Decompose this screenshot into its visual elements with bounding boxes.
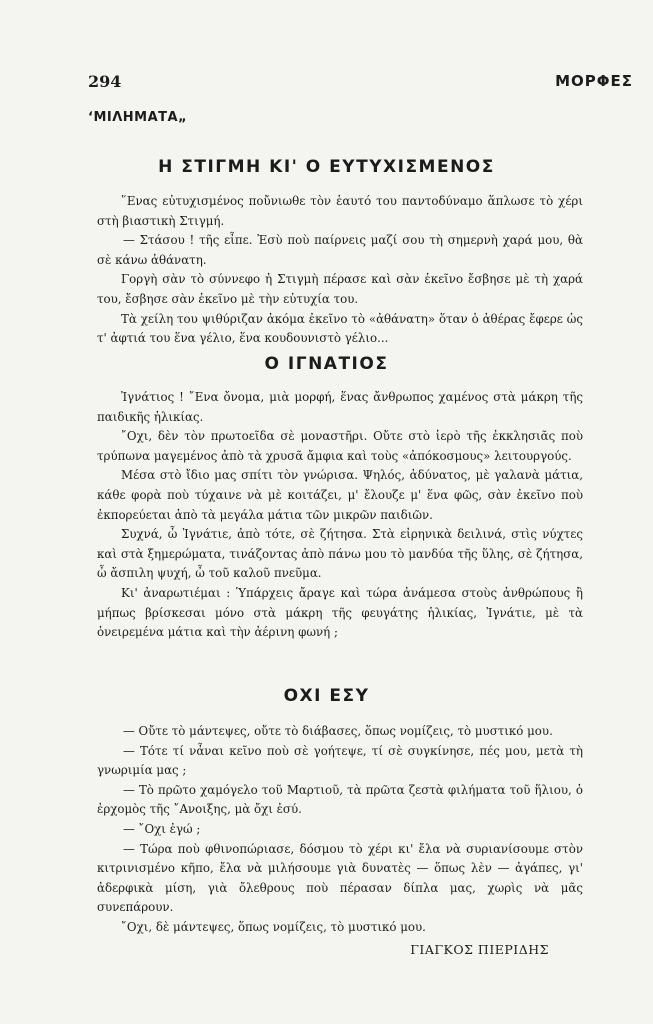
paragraph: ῎Οχι, δὲν τὸν πρωτοεῖδα σὲ μοναστῆρι. Οὔτε στὸ ἱερὸ τῆς ἐκκλησιᾶς ποὺ τρύπωνα μαγεμένος ἀπὸ τὰ χρυσᾶ ἄμφια καὶ τοὺς «ἀπόκοσμους» λειτουργούς. xyxy=(97,429,583,463)
author-signature: ΓΙΑΓΚΟΣ ΠΙΕΡΙΔΗΣ xyxy=(410,942,549,957)
paragraph: Κι' ἀναρωτιέμαι : Ὑπάρχεις ἄραγε καὶ τώρα ἀνάμεσα στοὺς ἀνθρώπους ἢ μήπως βρίσκεσαι μόνο στὰ μάκρη τῆς φευγάτης ἡλικίας, Ἰγνάτιε, μὲ τὰ ὀνειρεμένα μάτια καὶ τὴν ἀέρινη φωνή ; xyxy=(97,585,583,640)
poem-body-1 xyxy=(97,192,583,349)
page-number: 294 xyxy=(88,72,122,91)
paragraph: Γοργὴ σὰν τὸ σύννεφο ἡ Στιγμὴ πέρασε καὶ σὰν ἐκεῖνο ἔσβησε μὲ τὴ χαρά του, ἔσβησε σὰν ἐκεῖνο μὲ τὴν εὐτυχία του. xyxy=(97,272,583,306)
paragraph: — Τώρα ποὺ φθινοπώριασε, δόσμου τὸ χέρι κι' ἔλα νὰ συριανίσουμε στὸν κιτρινισμένο κῆπο, ἔλα νὰ μιλήσουμε γιὰ δυνατὲς — ὅπως λὲν — ἀγάπες, γι' ἀδερφικὰ μίση, γιὰ ὄλεθρους ποὺ πέρασαν δίπλα μας, χωρὶς νὰ μᾶς συνεπάρουν. xyxy=(97,841,583,915)
poem-title-2: Ο ΙΓΝΑΤΙΟΣ xyxy=(264,354,389,374)
paragraph: Τὰ χείλη του ψιθύριζαν ἀκόμα ἐκεῖνο τὸ «ἀθάνατη» ὅταν ὁ ἀθέρας ἔφερε ὡς τ' ἀφτιά του ἕνα γέλιο, ἕνα κουδουνιστὸ γέλιο... xyxy=(97,311,583,346)
running-title: ΜΟΡΦΕΣ xyxy=(555,72,633,90)
section-label: ʻΜΙΛΗΜΑΤΑ„ xyxy=(88,110,188,125)
paragraph: — ῎Οχι ἐγώ ; xyxy=(123,821,201,836)
poem-body-3 xyxy=(97,722,583,938)
poem-title-1: Η ΣΤΙΓΜΗ ΚΙ' Ο ΕΥΤΥΧΙΣΜΕΝΟΣ xyxy=(158,157,495,177)
poem-body-2 xyxy=(97,388,583,643)
paragraph: — Τότε τί νἆναι κεῖνο ποὺ σὲ γοήτεψε, τί σὲ συγκίνησε, πές μου, μετὰ τὴ γνωριμία μας ; xyxy=(97,743,583,778)
paragraph: ῎Οχι, δὲ μάντεψες, ὅπως νομίζεις, τὸ μυστικό μου. xyxy=(121,919,426,934)
paragraph: Μέσα στὸ ἴδιο μας σπίτι τὸν γνώρισα. Ψηλός, ἀδύνατος, μὲ γαλανὰ μάτια, κάθε φορὰ ποὺ τύχαινε νὰ μὲ κοιτάζει, μ' ἔλουζε μ' ἕνα φῶς, σὰν ἐκεῖνο ποὺ ἐκπορεύεται ἀπὸ τὰ μεγάλα μάτια τῶν μικρῶν παιδιῶν. xyxy=(97,468,583,522)
paragraph: — Οὔτε τὸ μάντεψες, οὔτε τὸ διάβασες, ὅπως νομίζεις, τὸ μυστικό μου. xyxy=(123,724,553,738)
paragraph: Ἰγνάτιος ! ῎Ενα ὄνομα, μιὰ μορφή, ἕνας ἄνθρωπος χαμένος στὰ μάκρη τῆς παιδικῆς ἡλικίας. xyxy=(97,390,583,424)
paragraph: ῞Ενας εὐτυχισμένος ποὔνιωθε τὸν ἑαυτό του παντοδύναμο ἅπλωσε τὸ χέρι στὴ βιαστικὴ Στιγμή. xyxy=(97,194,583,228)
paragraph: Συχνά, ὦ Ἰγνάτιε, ἀπὸ τότε, σὲ ζήτησα. Στὰ εἰρηνικὰ δειλινά, στὶς νύχτες καὶ στὰ ξημερώματα, τινάζοντας ἀπὸ πάνω μου τὸ μανδύα τῆς ὕλης, σὲ ζήτησα, ὦ ἄσπιλη ψυχή, ὦ τοῦ καλοῦ πνεῦμα. xyxy=(97,527,583,581)
paragraph: — Τὸ πρῶτο χαμόγελο τοῦ Μαρτιοῦ, τὰ πρῶτα ζεστὰ φιλήματα τοῦ ἥλιου, ὁ ἐρχομὸς τῆς ῎Ανοιξης, μὰ ὄχι ἐσύ. xyxy=(97,782,583,817)
poem-title-3: ΟΧΙ ΕΣΥ xyxy=(283,686,370,706)
paragraph: — Στάσου ! τῆς εἶπε. Ἐσὺ ποὺ παίρνεις μαζί σου τὴ σημερνὴ χαρά μου, θὰ σὲ κάνω ἀθάνατη. xyxy=(97,233,583,267)
